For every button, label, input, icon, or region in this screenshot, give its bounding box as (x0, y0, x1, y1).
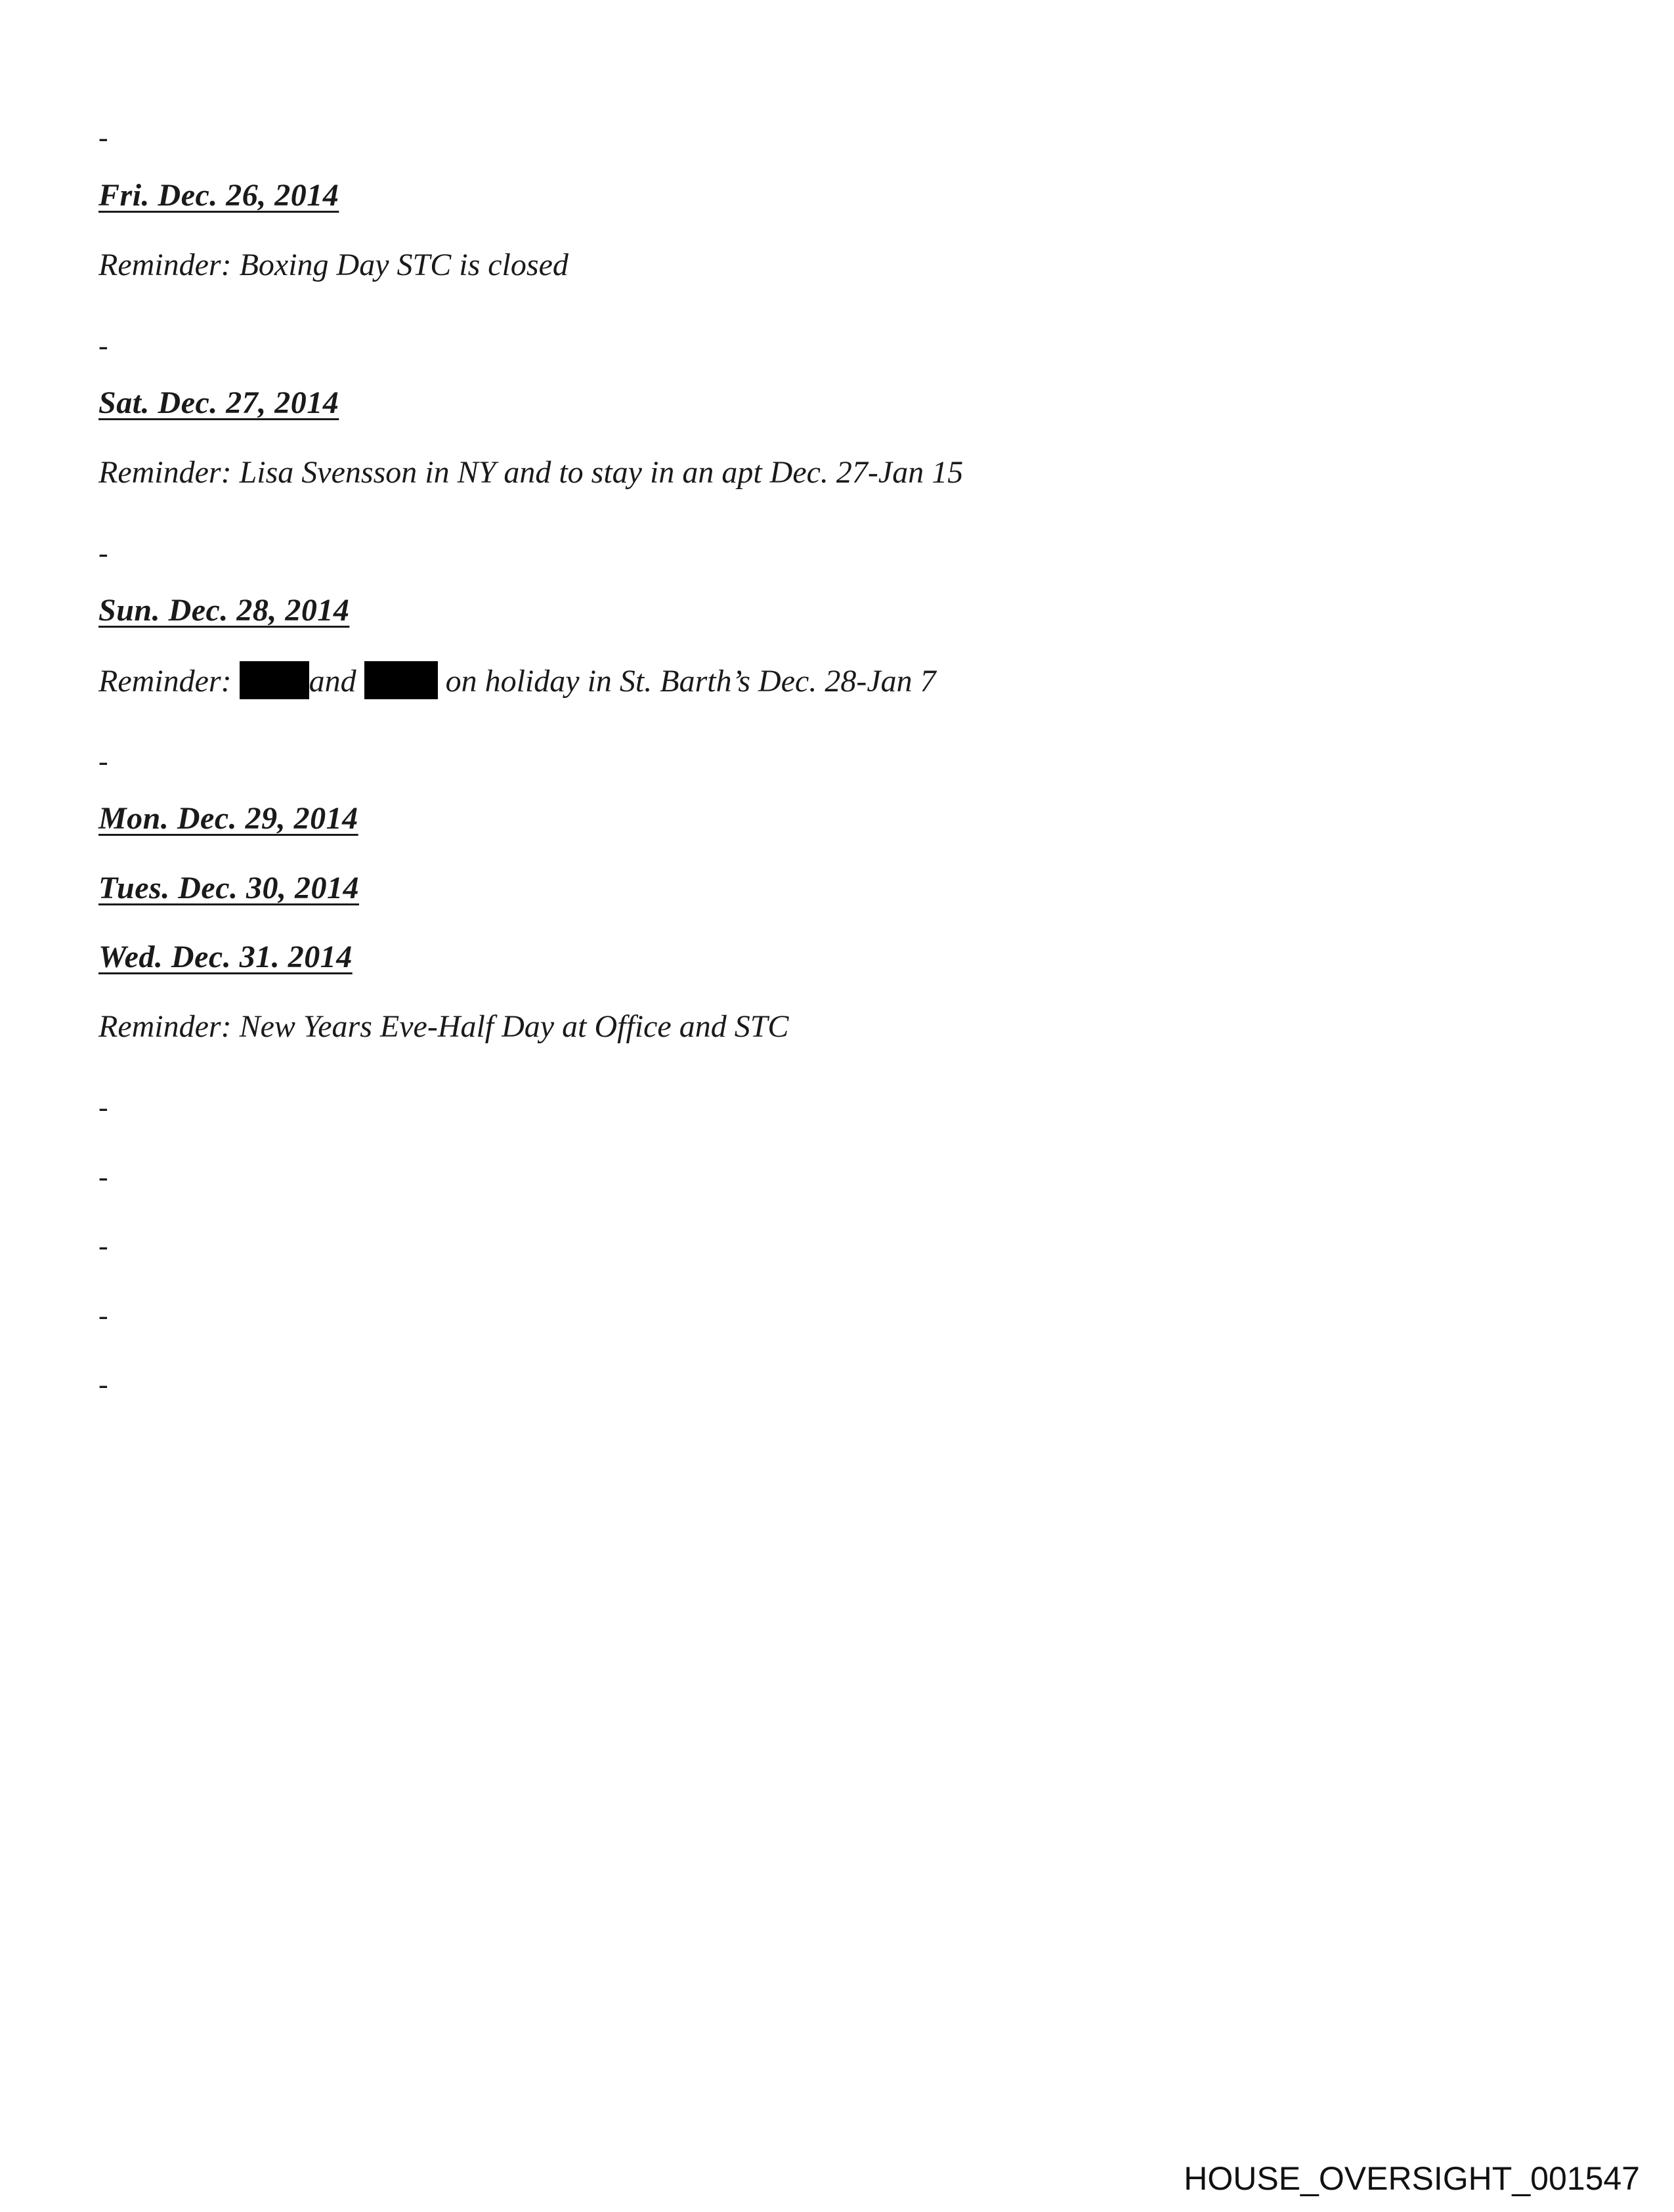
date-heading-fri: Fri. Dec. 26, 2014 (98, 178, 339, 213)
separator-dash: - (98, 1368, 108, 1400)
separator-dash: - (98, 745, 108, 777)
date-heading-tues: Tues. Dec. 30, 2014 (98, 871, 359, 905)
date-heading-mon: Mon. Dec. 29, 2014 (98, 801, 358, 836)
separator-dash: - (98, 1091, 108, 1123)
redaction-box (364, 661, 438, 699)
reminder-sat: Reminder: Lisa Svensson in NY and to stay in an apt Dec. 27-Jan 15 (98, 455, 964, 490)
separator-dash: - (98, 537, 108, 569)
separator-dash: - (98, 1230, 108, 1262)
redaction-box (240, 661, 309, 699)
reminder-fri: Reminder: Boxing Day STC is closed (98, 248, 569, 282)
reminder-sun-suffix: on holiday in St. Barth’s Dec. 28-Jan 7 (445, 664, 936, 699)
separator-dash: - (98, 121, 108, 154)
reminder-sun (98, 661, 936, 701)
reminder-sun-and: and (309, 664, 356, 699)
date-heading-sun: Sun. Dec. 28, 2014 (98, 593, 350, 628)
separator-dash: - (98, 1161, 108, 1193)
separator-dash: - (98, 1299, 108, 1332)
date-heading-sat: Sat. Dec. 27, 2014 (98, 385, 339, 420)
separator-dash: - (98, 330, 108, 362)
bates-number: HOUSE_OVERSIGHT_001547 (1184, 2160, 1640, 2197)
reminder-wed: Reminder: New Years Eve-Half Day at Office and STC (98, 1009, 789, 1044)
date-heading-wed: Wed. Dec. 31. 2014 (98, 940, 353, 974)
reminder-sun-prefix: Reminder: (98, 664, 232, 699)
